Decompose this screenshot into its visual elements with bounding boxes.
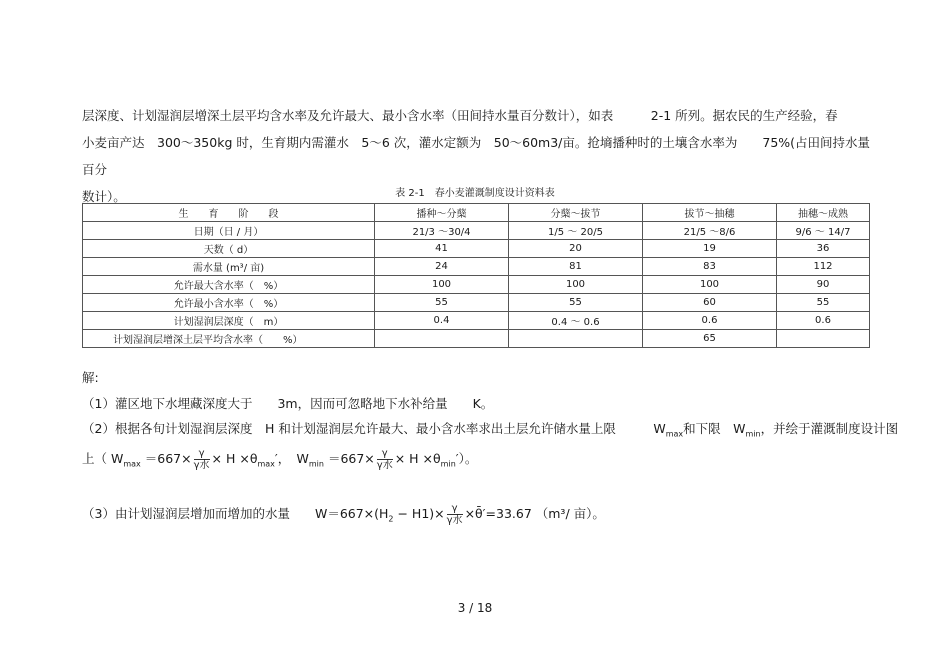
gamma-fraction	[194, 448, 210, 471]
subscript: min	[440, 459, 456, 469]
gamma-fraction	[377, 448, 393, 471]
table-cell: 需水量 (m³/ 亩)	[83, 258, 375, 276]
table-cell: 100	[375, 276, 509, 294]
formula-text: ′， W	[274, 451, 309, 466]
table-cell: 抽穗～成熟	[777, 204, 870, 222]
table-row	[83, 312, 870, 330]
table-cell: 65	[643, 330, 777, 348]
solution-step-3	[82, 503, 605, 526]
intro-line-1: 层深度、计划湿润层增深土层平均含水率及允许最大、最小含水率（田间持水量百分数计），如表 2-1 所列。据农民的生产经验，春	[82, 108, 838, 123]
subscript: min	[745, 429, 761, 439]
table-cell: 0.4	[375, 312, 509, 330]
table-cell: 计划湿润层深度（ m）	[83, 312, 375, 330]
table-cell: 60	[643, 294, 777, 312]
solution-step-2-formula	[82, 448, 477, 471]
formula-text: 上（ W	[82, 451, 124, 466]
table-row	[83, 240, 870, 258]
table-cell	[509, 330, 643, 348]
formula-text: × H ×θ	[211, 451, 258, 466]
table-cell: 允许最大含水率（ %）	[83, 276, 375, 294]
fraction-numerator: γ	[377, 448, 393, 460]
table-cell: 55	[509, 294, 643, 312]
table-cell: 日期（日 / 月）	[83, 222, 375, 240]
fraction-denominator: γ水	[446, 515, 463, 526]
fraction-denominator: γ水	[376, 460, 393, 471]
fraction-numerator: γ	[447, 503, 463, 515]
step-3-text: ×θ̄′=33.67 （m³/ 亩）。	[464, 506, 605, 521]
table-row	[83, 258, 870, 276]
table-cell: 55	[777, 294, 870, 312]
step-2-text: ，并绘于灌溉制度设计图	[760, 421, 899, 436]
table-row	[83, 294, 870, 312]
table-row	[83, 276, 870, 294]
table-cell: 播种～分蘖	[375, 204, 509, 222]
table-cell: 20	[509, 240, 643, 258]
formula-text: ＝667×	[144, 451, 192, 466]
table-cell: 天数（ d）	[83, 240, 375, 258]
table-cell: 112	[777, 258, 870, 276]
table-row	[83, 330, 870, 348]
table-header-row	[83, 204, 870, 222]
table-cell: 21/3 ～30/4	[375, 222, 509, 240]
table-cell: 分蘖～拔节	[509, 204, 643, 222]
gamma-fraction	[447, 503, 463, 526]
table-cell: 19	[643, 240, 777, 258]
table-cell: 1/5 ～ 20/5	[509, 222, 643, 240]
table-cell: 24	[375, 258, 509, 276]
table-cell: 0.6	[777, 312, 870, 330]
step-2-text: 和下限 W	[683, 421, 746, 436]
table-cell: 81	[509, 258, 643, 276]
solution-step-2-line-1	[82, 419, 898, 439]
table-cell: 83	[643, 258, 777, 276]
table-cell: 55	[375, 294, 509, 312]
fraction-denominator: γ水	[193, 460, 210, 471]
subscript: min	[308, 459, 324, 469]
table-cell: 90	[777, 276, 870, 294]
formula-text: ′）。	[455, 451, 478, 466]
table-cell: 36	[777, 240, 870, 258]
intro-line-2: 小麦亩产达 300～350kg 时，生育期内需灌水 5～6 次，灌水定额为 50～60m3/亩。抢墒播种时的土壤含水率为 75%(占田间持水量百分	[82, 135, 871, 177]
subscript: max	[257, 459, 275, 469]
formula-text: ＝667×	[327, 451, 375, 466]
step-3-text: （3）由计划湿润层增加而增加的水量 W＝667×(H	[82, 506, 389, 521]
fraction-numerator: γ	[194, 448, 210, 460]
table-cell: 0.6	[643, 312, 777, 330]
table-cell: 41	[375, 240, 509, 258]
table-cell: 100	[643, 276, 777, 294]
table-cell	[375, 330, 509, 348]
solution-step-1: （1）灌区地下水埋藏深度大于 3m，因而可忽略地下水补给量 K。	[82, 396, 494, 411]
table-cell: 9/6 ～ 14/7	[777, 222, 870, 240]
table-cell: 21/5 ～8/6	[643, 222, 777, 240]
table-cell: 拔节～抽穗	[643, 204, 777, 222]
table-cell	[777, 330, 870, 348]
table-cell: 0.4 ～ 0.6	[509, 312, 643, 330]
intro-line-3: 数计）。	[82, 189, 126, 204]
page-number: 3 / 18	[457, 601, 493, 615]
subscript: 2	[388, 514, 394, 524]
table-cell: 允许最小含水率（ %）	[83, 294, 375, 312]
formula-text: × H ×θ	[394, 451, 441, 466]
irrigation-design-table	[82, 203, 870, 348]
table-cell: 100	[509, 276, 643, 294]
table-cell: 计划湿润层增深土层平均含水率（ %）	[83, 330, 375, 348]
subscript: max	[123, 459, 141, 469]
solution-title: 解:	[82, 370, 99, 385]
table-row	[83, 222, 870, 240]
subscript: max	[665, 429, 684, 439]
table-cell: 生 育 阶 段	[83, 204, 375, 222]
step-3-text: − H1)×	[393, 506, 445, 521]
step-2-text: （2）根据各旬计划湿润层深度 H 和计划湿润层允许最大、最小含水率求出土层允许储水量上限 W	[82, 421, 666, 436]
table-caption: 表 2-1 春小麦灌溉制度设计资料表	[395, 188, 555, 199]
